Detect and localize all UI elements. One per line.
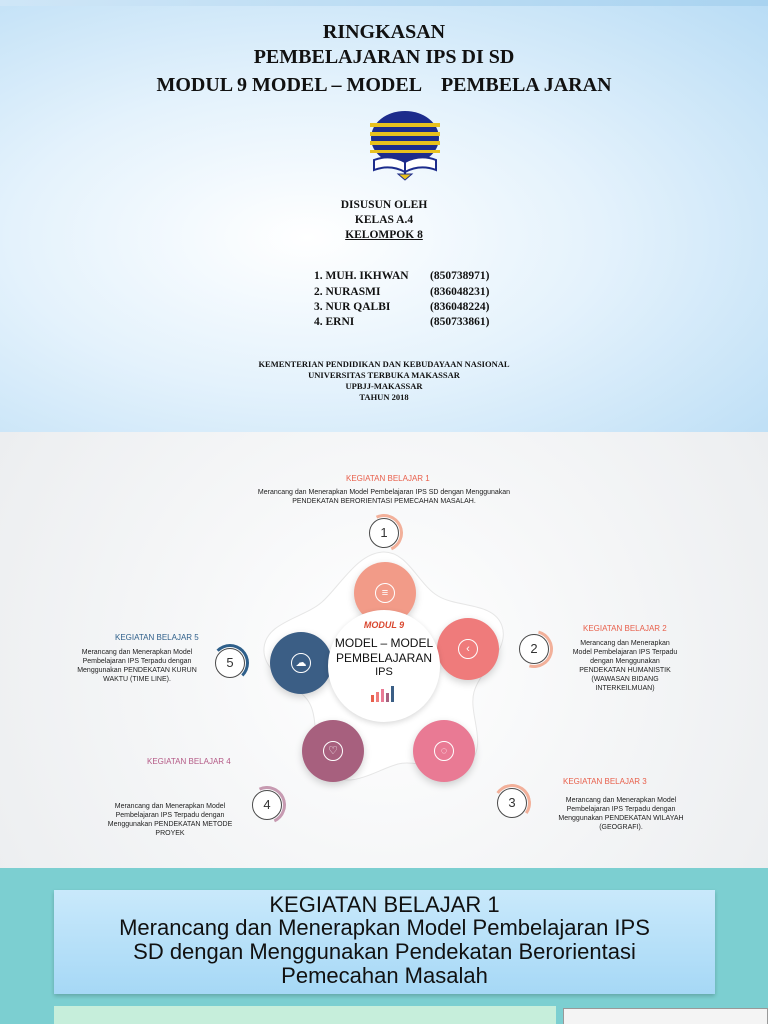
kb4-description <box>90 802 250 838</box>
kb1-heading-box <box>54 890 715 994</box>
list-icon: ≡ <box>375 583 395 603</box>
desc-line: Merancang dan Menerapkan Model Pembelajaran IPS SD dengan Menggunakan <box>257 489 511 496</box>
university-logo-icon <box>366 108 444 184</box>
desc-line: Merancang dan Menerapkan Model <box>81 649 193 656</box>
kb1-description <box>214 488 554 506</box>
member-nim: (850738971) <box>430 270 490 282</box>
kb5-title: KEGIATAN BELAJAR 5 <box>115 633 199 642</box>
kb2-description <box>560 639 690 693</box>
member-nim: (850733861) <box>430 316 490 328</box>
number-badge: 3 <box>497 788 527 818</box>
chevron-left-icon: ‹ <box>458 639 478 659</box>
kb2-title: KEGIATAN BELAJAR 2 <box>583 624 667 633</box>
desc-line: Model Pembelajaran IPS Terpadu <box>572 649 678 656</box>
desc-line: (GEOGRAFI). <box>599 824 643 831</box>
heart-icon: ♡ <box>323 741 343 761</box>
diagram-slide <box>0 432 768 868</box>
desc-line: Pembelajaran IPS Terpadu dengan <box>115 812 225 819</box>
petal-5 <box>270 632 332 694</box>
bar-chart-icon <box>370 684 398 702</box>
member-nim: (836048231) <box>430 286 490 298</box>
desc-line: PENDEKATAN HUMANISTIK <box>579 667 671 674</box>
content-panel-left <box>54 1006 556 1024</box>
desc-line: PROYEK <box>155 830 185 837</box>
petal-2 <box>437 618 499 680</box>
desc-line: dengan Menggunakan <box>590 658 660 665</box>
top-decorative-stripe <box>0 0 768 6</box>
desc-line: Merancang dan Menerapkan <box>580 640 670 647</box>
number-badge: 4 <box>252 790 282 820</box>
desc-line: Pembelajaran IPS Terpadu dengan <box>82 658 192 665</box>
number-badge: 5 <box>215 648 245 678</box>
desc-line: INTERKEILMUAN) <box>595 685 655 692</box>
number-badge: 1 <box>369 518 399 548</box>
chat-icon: ◌ <box>434 741 454 761</box>
desc-line: Merancang dan Menerapkan Model <box>114 803 226 810</box>
kb1-heading-line-1: KEGIATAN BELAJAR 1 <box>269 892 500 917</box>
member-name: 1. MUH. IKHWAN <box>314 270 409 282</box>
module-badge: MODUL 9 <box>363 620 405 630</box>
desc-line: PENDEKATAN BERORIENTASI PEMECAHAN MASALAH. <box>292 498 476 505</box>
kb1-header-slide <box>0 868 768 1024</box>
cover-title-line-1: RINGKASAN <box>322 21 446 43</box>
kb4-title: KEGIATAN BELAJAR 4 <box>147 757 231 766</box>
desc-line: Merancang dan Menerapkan Model <box>565 797 677 804</box>
kb1-heading-line-2: Merancang dan Menerapkan Model Pembelajaran IPS <box>119 915 650 940</box>
cover-slide <box>0 0 768 432</box>
institution-line-1: KEMENTERIAN PENDIDIKAN DAN KEBUDAYAAN NASIONAL <box>258 359 510 369</box>
desc-line: (WAWASAN BIDANG <box>591 676 659 683</box>
content-panel-right <box>563 1008 768 1024</box>
desc-line: Menggunakan PENDEKATAN WILAYAH <box>558 815 684 822</box>
center-line-1: MODEL – MODEL <box>334 636 434 650</box>
cover-title-line-2: PEMBELAJARAN IPS DI SD <box>253 46 515 68</box>
kb3-description <box>546 796 696 832</box>
member-nim: (836048224) <box>430 301 490 313</box>
group-label: KELOMPOK 8 <box>345 229 423 241</box>
kb3-title: KEGIATAN BELAJAR 3 <box>563 777 647 786</box>
kb5-description <box>62 648 212 684</box>
cover-title-line-3: MODUL 9 MODEL – MODEL PEMBELA JARAN <box>156 74 612 96</box>
institution-line-3: UPBJJ-MAKASSAR <box>345 381 423 391</box>
desc-line: Menggunakan PENDEKATAN METODE <box>107 821 233 828</box>
kb1-heading-line-4: Pemecahan Masalah <box>281 963 488 988</box>
class-label: KELAS A.4 <box>354 214 414 226</box>
institution-line-2: UNIVERSITAS TERBUKA MAKASSAR <box>308 370 460 380</box>
number-badge: 2 <box>519 634 549 664</box>
compiled-by-label: DISUSUN OLEH <box>340 199 428 211</box>
institution-line-4: TAHUN 2018 <box>359 392 409 402</box>
member-name: 3. NUR QALBI <box>314 301 391 313</box>
member-name: 4. ERNI <box>314 316 355 328</box>
member-name: 2. NURASMI <box>314 286 381 298</box>
center-line-2: PEMBELAJARAN <box>335 651 433 665</box>
cloud-icon: ☁ <box>291 653 311 673</box>
petal-3 <box>413 720 475 782</box>
petal-4 <box>302 720 364 782</box>
desc-line: Pembelajaran IPS Terpadu dengan <box>566 806 676 813</box>
desc-line: Menggunakan PENDEKATAN KURUN <box>77 667 197 674</box>
desc-line: WAKTU (TIME LINE). <box>103 676 171 683</box>
kb1-title: KEGIATAN BELAJAR 1 <box>346 474 430 483</box>
kb1-heading-line-3: SD dengan Menggunakan Pendekatan Berorientasi <box>133 939 636 964</box>
center-line-3: IPS <box>375 666 393 678</box>
center-disc <box>328 610 440 722</box>
